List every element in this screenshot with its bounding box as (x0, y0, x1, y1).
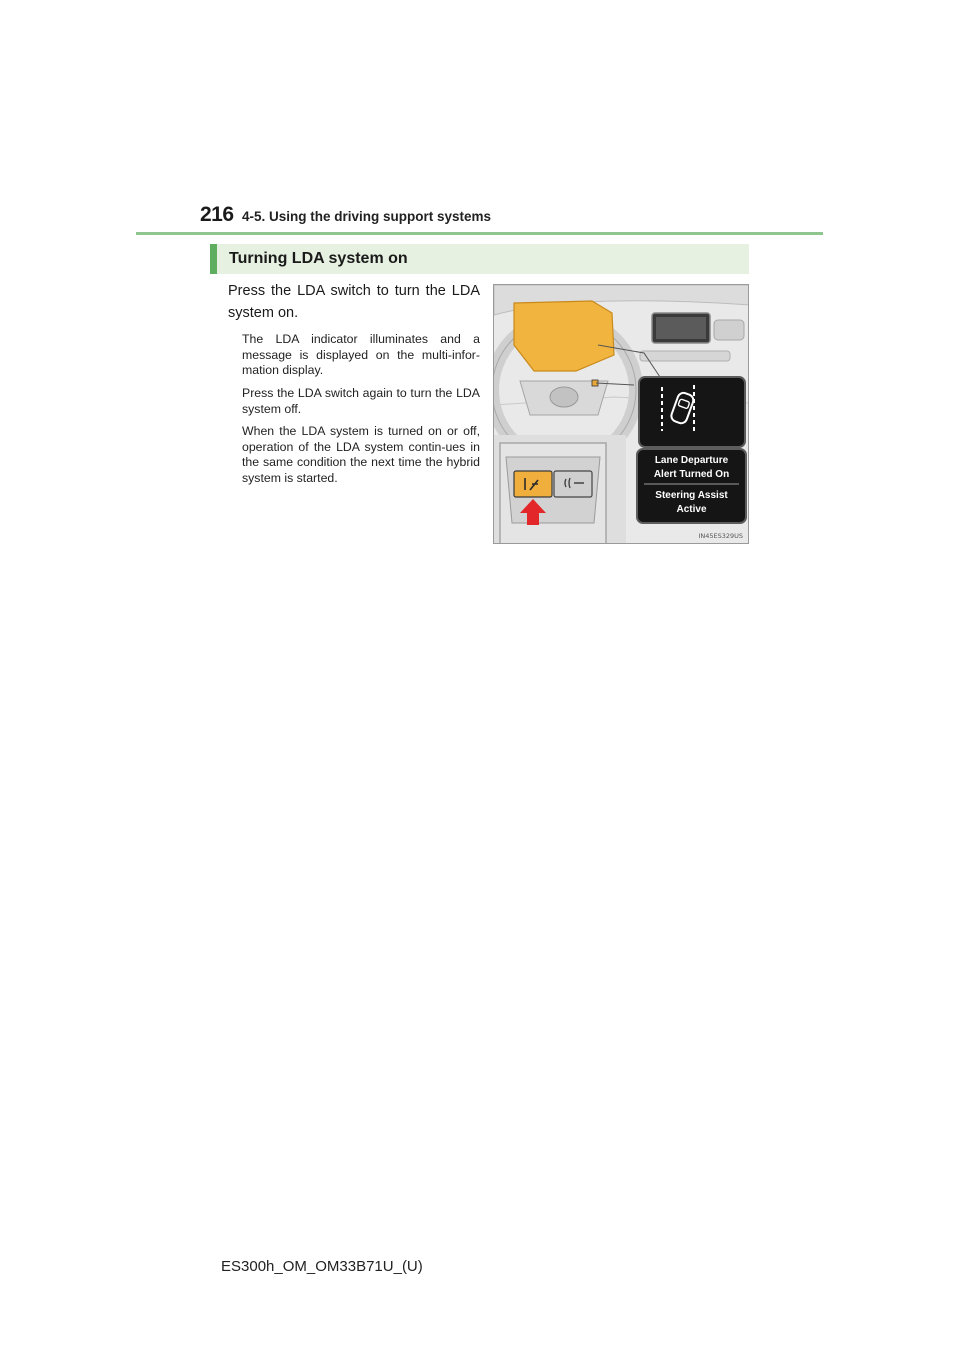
message-line-4: Active (676, 504, 707, 515)
adjacent-switch (554, 471, 592, 497)
section-heading-bar (210, 244, 749, 274)
message-line-3: Steering Assist (655, 490, 728, 501)
lda-switch-illustration (493, 284, 749, 544)
note-indicator: The LDA indicator illuminates and a message is displayed on the multi-infor-mation display. (242, 332, 480, 377)
instrument-cluster (514, 301, 614, 371)
section-title: Turning LDA system on (229, 250, 408, 267)
note-switch-off: Press the LDA switch again to turn the LDA system off. (242, 386, 480, 416)
chapter-title: 4-5. Using the driving support systems (242, 209, 492, 224)
note-memory: When the LDA system is turned on or off, operation of the LDA system contin-ues in the same condition the next time the hybrid system is started. (242, 424, 480, 485)
footer-document-code: ES300h_OM_OM33B71U_(U) (221, 1258, 423, 1275)
header-rule (136, 232, 823, 235)
page-header (200, 203, 491, 227)
message-line-2: Alert Turned On (653, 469, 730, 480)
lead-paragraph: Press the LDA switch to turn the LDA system on. (228, 283, 480, 321)
message-line-1: Lane Departure (654, 455, 729, 466)
page-number: 216 (200, 203, 234, 226)
figure-code: IN45ES329US (698, 532, 743, 540)
